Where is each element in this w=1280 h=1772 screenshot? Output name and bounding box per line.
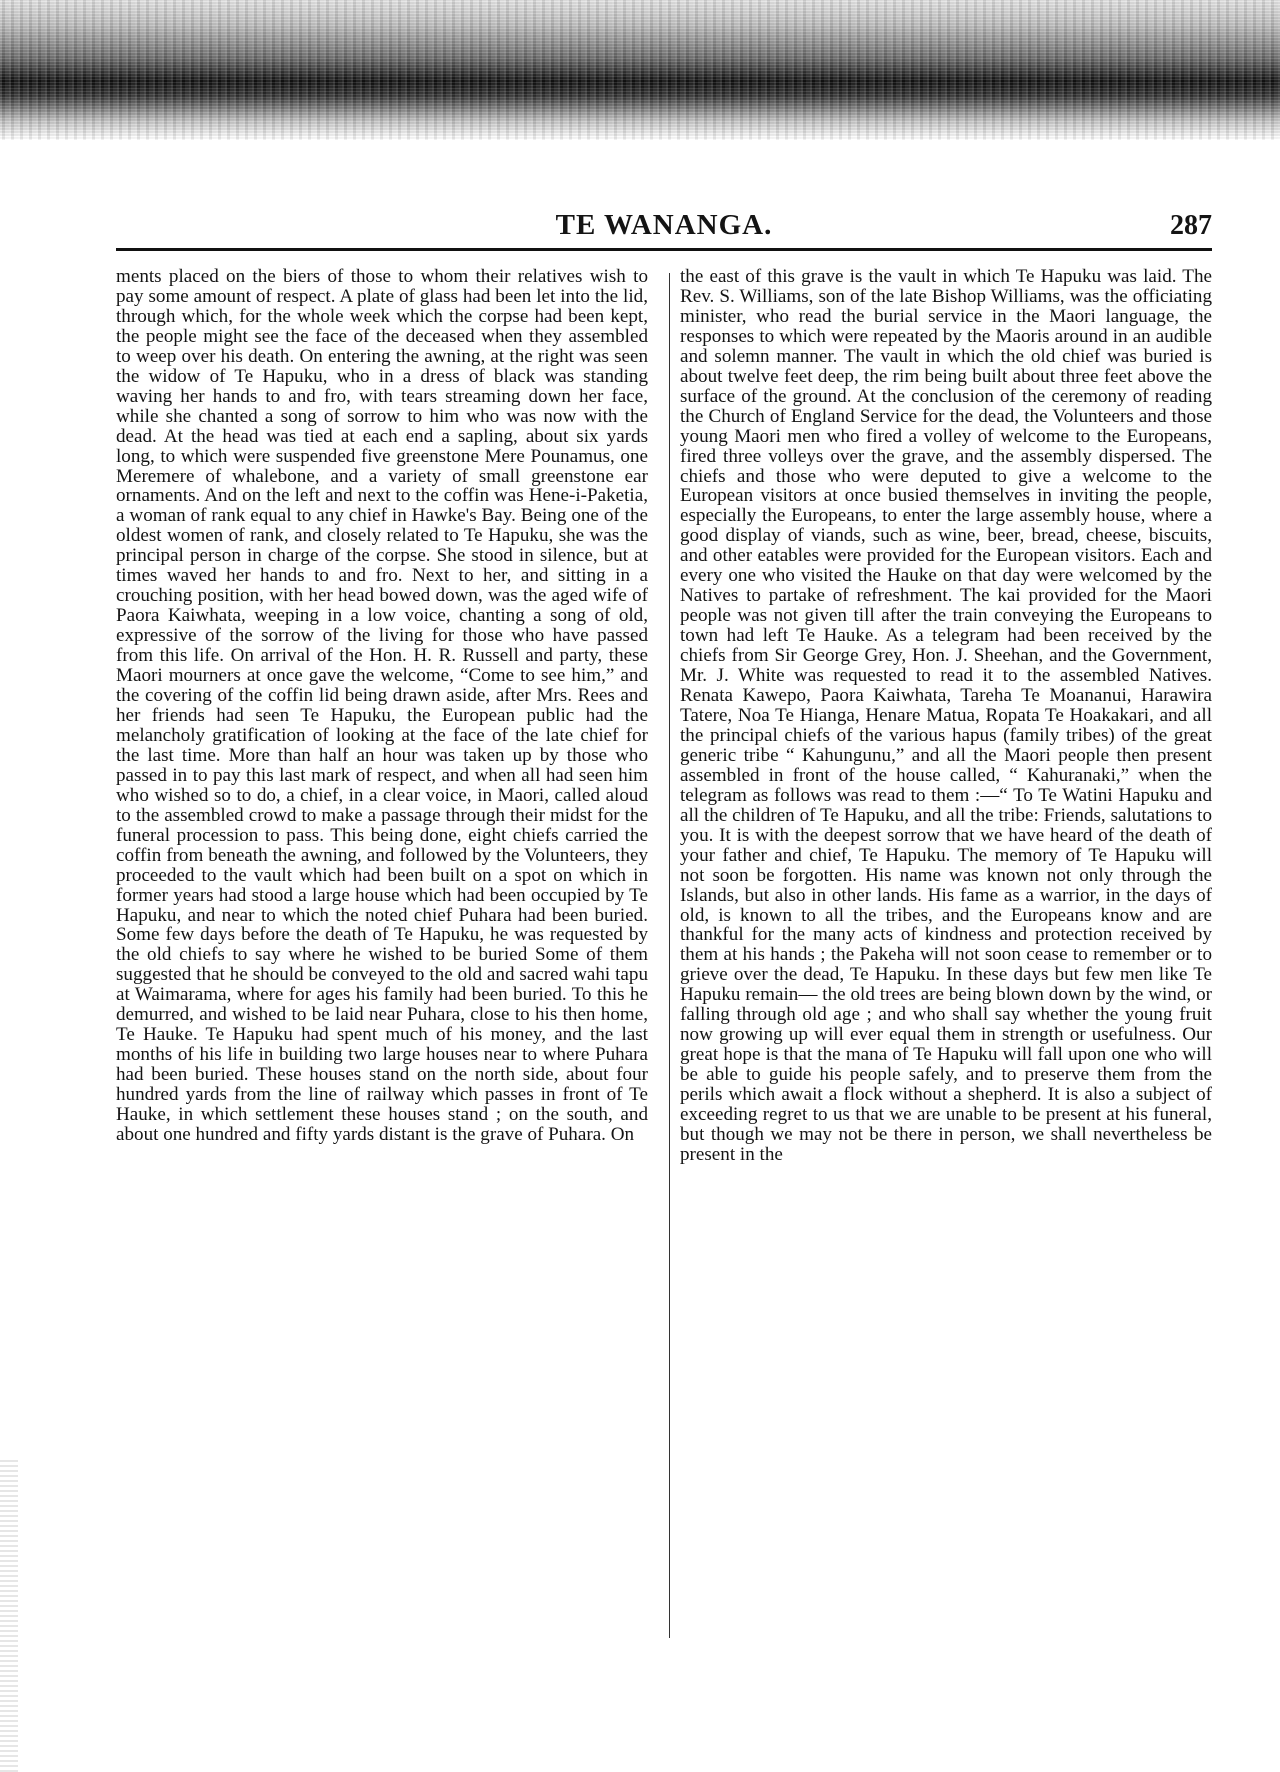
scanned-page-left-edge [0, 1460, 18, 1772]
newspaper-page [116, 205, 1212, 1645]
column-divider [669, 273, 670, 1638]
left-column-paragraph: ments placed on the biers of those to whom their relatives wish to pay some amount of respect. A plate of glass had been let into the lid, through which, for the whole week which the corpse had been kept, the people might see the face of the deceased when they assembled to weep over his death. On entering the awning, at the right was seen the widow of Te Hapuku, who in a dress of black was standing waving her hands to and fro, with tears streaming down her face, while she chanted a song of sorrow to him who was now with the dead. At the head was tied at each end a sapling, about six yards long, to which were suspended five greenstone Mere Pounamus, one Meremere of whalebone, and a variety of small greenstone ear ornaments. And on the left and next to the coffin was Hene-i-Paketia, a woman of rank equal to any chief in Hawke's Bay. Being one of the oldest women of rank, and closely related to Te Hapuku, she was the principal person in charge of the corpse. She stood in silence, but at times waved her hands to and fro. Next to her, and sitting in a crouching position, with her head bowed down, was the aged wife of Paora Kaiwhata, weeping in a low voice, chanting a song of old, expressive of the sorrow of the living for those who have passed from this life. On arrival of the Hon. H. R. Russell and party, these Maori mourners at once gave the welcome, “Come to see him,” and the covering of the coffin lid being drawn aside, after Mrs. Rees and her friends had seen Te Hapuku, the European public had the melancholy gratification of looking at the face of the late chief for the last time. More than half an hour was taken up by those who passed in to pay this last mark of respect, and when all had seen him who wished so to do, a chief, in a clear voice, in Maori, called aloud to the assembled crowd to make a passage through their midst for the funeral procession to pass. This being done, eight chiefs carried the coffin from beneath the awning, and followed by the Volunteers, they proceeded to the vault which had been built on a spot on which in former years had stood a large house which had been occupied by Te Hapuku, and near to which the noted chief Puhara had been buried. Some few days before the death of Te Hapuku, he was requested by the old chiefs to say where he wished to be buried Some of them suggested that he should be conveyed to the old and sacred wahi tapu at Waimarama, where for ages his family had been buried. To this he demurred, and wished to be laid near Puhara, close to his then home, Te Hauke. Te Hapuku had spent much of his money, and the last months of his life in building two large houses near to where Puhara had been buried. These houses stand on the north side, about four hundred yards from the line of railway which passes in front of Te Hauke, in which settlement these houses stand ; on the south, and about one hundred and fifty yards distant is the grave of Puhara. On [116, 266, 648, 1145]
header-rule [116, 248, 1212, 251]
scanned-page-top-edge [0, 0, 1280, 140]
right-column-paragraph: the east of this grave is the vault in which Te Hapuku was laid. The Rev. S. Williams, son of the late Bishop Williams, was the officiating minister, who read the burial service in the Maori language, the responses to which were repeated by the Maoris around in an audible and solemn manner. The vault in which the old chief was buried is about twelve feet deep, the rim being built about three feet above the surface of the ground. At the conclusion of the ceremony of reading the Church of England Service for the dead, the Volunteers and those young Maori men who fired a volley of welcome to the Europeans, fired three volleys over the grave, and the assembly dispersed. The chiefs and those who were deputed to give a welcome to the European visitors at once busied themselves in inviting the people, especially the Europeans, to enter the large assembly house, where a good display of viands, such as wine, beer, bread, cheese, biscuits, and other eatables were provided for the European visitors. Each and every one who visited the Hauke on that day were welcomed by the Natives to partake of refreshment. The kai provided for the Maori people was not given till after the train conveying the Europeans to town had left Te Hauke. As a telegram had been received by the chiefs from Sir George Grey, Hon. J. Sheehan, and the Government, Mr. J. White was requested to read it to the assembled Natives. Renata Kawepo, Paora Kaiwhata, Tareha Te Moananui, Harawira Tatere, Noa Te Hianga, Henare Matua, Ropata Te Hoakakari, and all the principal chiefs of the various hapus (family tribes) of the great generic tribe “ Kahungunu,” and all the Maori people then present assembled in front of the house called, “ Kahuranaki,” when the telegram as follows was read to them :—“ To Te Watini Hapuku and all the children of Te Hapuku, and all the tribe: Friends, salutations to you. It is with the deepest sorrow that we have heard of the death of your father and chief, Te Hapuku. The memory of Te Hapuku will not soon be forgotten. His name was known not only through the Islands, but also in other lands. His fame as a warrior, in the days of old, is known to all the tribes, and the Europeans know and are thankful for the many acts of kindness and protection received by them at his hands ; the Pakeha will not soon cease to remember or to grieve over the dead, Te Hapuku. In these days but few men like Te Hapuku remain— the old trees are being blown down by the wind, or falling through old age ; and who shall say whether the young fruit now growing up will ever equal them in strength or usefulness. Our great hope is that the mana of Te Hapuku will fall upon one who will be able to guide his people safely, and to preserve them from the perils which await a flock without a shepherd. It is also a subject of exceeding regret to us that we are unable to be present at his funeral, but though we may not be there in person, we shall nevertheless be present in the [680, 266, 1212, 1165]
newspaper-title: TE WANANGA. [555, 209, 773, 241]
right-text-column [680, 267, 1212, 1165]
page-number: 287 [1170, 210, 1212, 241]
left-text-column [116, 267, 648, 1145]
page-header [116, 205, 1212, 251]
